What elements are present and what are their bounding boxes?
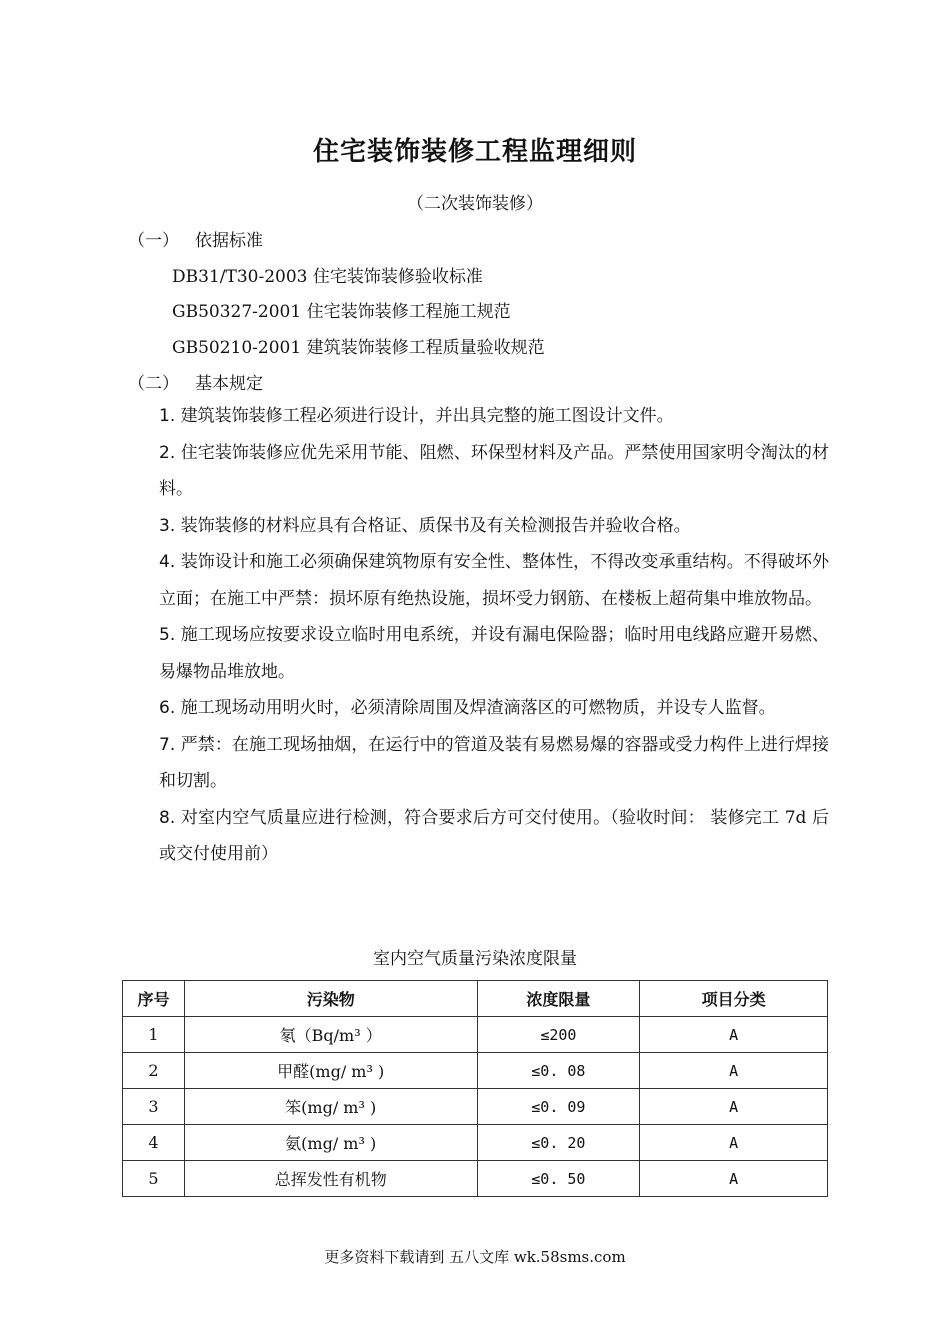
column-header: 序号 xyxy=(123,981,185,1017)
page-subtitle: （二次装饰装修） xyxy=(407,194,543,214)
rule-text: 施工现场应按要求设立临时用电系统，并设有漏电保险器；临时用电线路应避开易燃、易爆物品堆放地。 xyxy=(159,625,829,682)
table-cell: 笨(mg/ m³ ) xyxy=(184,1089,477,1125)
table-cell: A xyxy=(640,1053,828,1089)
rule-text: 建筑装饰装修工程必须进行设计，并出具完整的施工图设计文件。 xyxy=(180,406,674,426)
rule-text: 施工现场动用明火时，必须清除周围及焊渣滴落区的可燃物质，并设专人监督。 xyxy=(180,698,776,718)
rule-item xyxy=(123,727,829,800)
rule-number: 4. xyxy=(159,552,176,572)
rule-item xyxy=(123,435,829,508)
page-title: 住宅装饰装修工程监理细则 xyxy=(312,137,637,167)
pollutant-limits-table xyxy=(122,980,828,1197)
table-cell: 3 xyxy=(123,1089,185,1125)
rule-text: 住宅装饰装修应优先采用节能、阻燃、环保型材料及产品。严禁使用国家明令淘汰的材料。 xyxy=(159,442,829,499)
rule-number: 2. xyxy=(159,442,176,463)
column-header: 浓度限量 xyxy=(477,981,640,1017)
rules-list xyxy=(123,398,829,873)
table-cell: 甲醛(mg/ m³ ) xyxy=(184,1053,477,1089)
section-heading-rules xyxy=(128,369,263,394)
table-cell: A xyxy=(640,1161,828,1197)
table-cell: 2 xyxy=(123,1053,185,1089)
rule-item xyxy=(123,690,829,727)
table-cell: ≤200 xyxy=(477,1017,640,1053)
table-cell: ≤0. 20 xyxy=(477,1125,640,1161)
table-row xyxy=(123,1161,828,1197)
table-cell: 氨(mg/ m³ ) xyxy=(184,1125,477,1161)
table-cell: 1 xyxy=(123,1017,185,1053)
rule-item xyxy=(123,398,829,435)
table-row xyxy=(123,1017,828,1053)
standard-item: DB31/T30-2003 住宅装饰装修验收标准 xyxy=(172,267,483,287)
standard-item: GB50210-2001 建筑装饰装修工程质量验收规范 xyxy=(172,338,545,358)
rule-number: 6. xyxy=(159,698,176,718)
rule-number: 7. xyxy=(159,734,176,755)
rule-item xyxy=(123,508,829,545)
table-cell: 氡（Bq/m³ ） xyxy=(184,1017,477,1053)
table-caption: 室内空气质量污染浓度限量 xyxy=(373,949,577,969)
section-title: 依据标准 xyxy=(195,231,263,251)
page-footer: 更多资料下载请到 五八文库 wk.58sms.com xyxy=(324,1248,626,1266)
column-header: 污染物 xyxy=(184,981,477,1017)
rule-text: 装饰设计和施工必须确保建筑物原有安全性、整体性，不得改变承重结构。不得破坏外立面；在施工中严禁：损坏原有绝热设施，损坏受力钢筋、在楼板上超荷集中堆放物品。 xyxy=(159,552,829,609)
table-cell: ≤0. 50 xyxy=(477,1161,640,1197)
table-cell: 4 xyxy=(123,1125,185,1161)
table-cell: A xyxy=(640,1017,828,1053)
table-row xyxy=(123,1053,828,1089)
rule-number: 8. xyxy=(159,807,176,828)
rule-item xyxy=(123,617,829,690)
rule-text: 装饰装修的材料应具有合格证、质保书及有关检测报告并验收合格。 xyxy=(180,515,691,536)
table-cell: ≤0. 09 xyxy=(477,1089,640,1125)
rule-number: 1. xyxy=(159,406,176,426)
table-cell: 总挥发性有机物 xyxy=(184,1161,477,1197)
table-cell: A xyxy=(640,1089,828,1125)
table-cell: 5 xyxy=(123,1161,185,1197)
rule-text: 对室内空气质量应进行检测，符合要求后方可交付使用。（验收时间： 装修完工 7d 后或交付使用前） xyxy=(159,807,829,864)
rule-number: 5. xyxy=(159,625,176,645)
section-title: 基本规定 xyxy=(195,374,263,394)
table-header-row xyxy=(123,981,828,1017)
rule-text: 严禁：在施工现场抽烟，在运行中的管道及装有易燃易爆的容器或受力构件上进行焊接和切割。 xyxy=(159,734,829,791)
rule-number: 3. xyxy=(159,515,176,536)
section-heading-basis xyxy=(128,226,263,251)
table-cell: A xyxy=(640,1125,828,1161)
section-label: （二） xyxy=(128,374,179,394)
standard-item: GB50327-2001 住宅装饰装修工程施工规范 xyxy=(172,302,511,322)
column-header: 项目分类 xyxy=(640,981,828,1017)
table-row xyxy=(123,1125,828,1161)
rule-item xyxy=(123,544,829,617)
section-label: （一） xyxy=(128,231,179,251)
rule-item xyxy=(123,800,829,873)
table-cell: ≤0. 08 xyxy=(477,1053,640,1089)
table-row xyxy=(123,1089,828,1125)
